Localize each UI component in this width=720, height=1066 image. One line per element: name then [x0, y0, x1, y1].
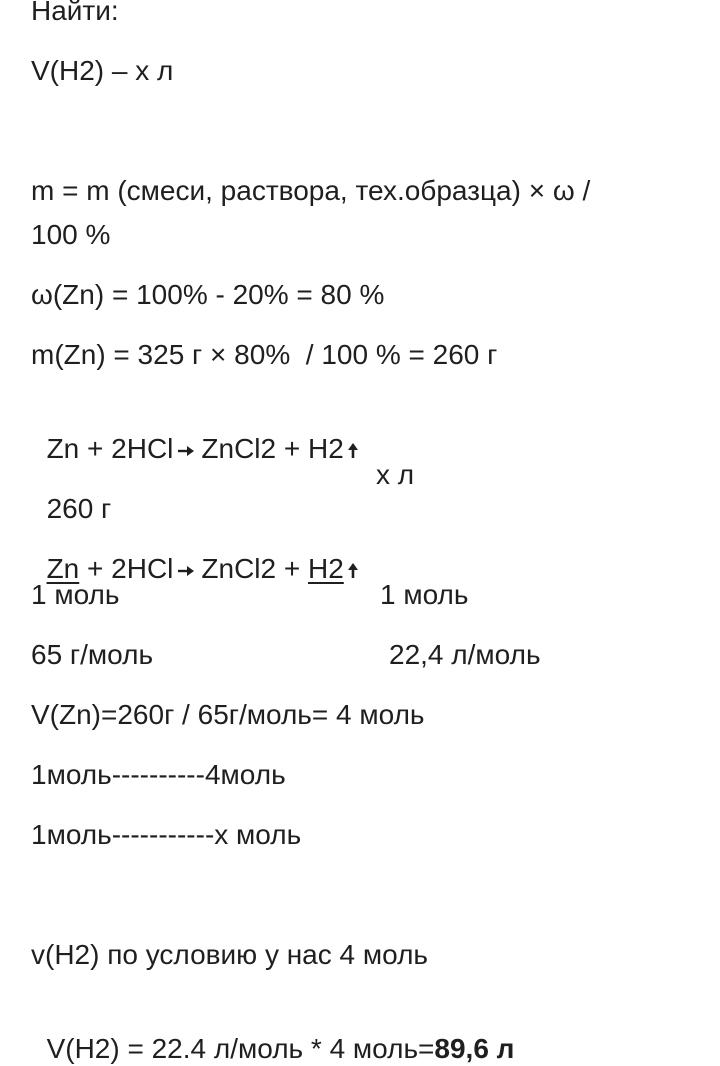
formula-line-2: 100 %: [31, 219, 111, 250]
h2-underlined: H2: [308, 553, 344, 584]
mol-left: 1 моль: [31, 579, 120, 610]
equation-reactants: Zn + 2HCl: [46, 433, 174, 464]
equation-2-products: ZnCl2 +: [201, 553, 309, 584]
proportion-line-1: 1моль----------4моль: [31, 759, 286, 790]
above-right-value: x л: [376, 459, 415, 490]
above-left-value: 260 г: [46, 493, 112, 524]
up-arrow-icon: [347, 563, 359, 579]
answer-prefix: V(H2) = 22.4 л/моль * 4 моль=: [46, 1033, 435, 1064]
up-arrow-icon: [347, 443, 359, 459]
condition-line: v(H2) по условию у нас 4 моль: [31, 939, 429, 970]
equation-line-2: [31, 518, 359, 586]
mass-zn-line: m(Zn) = 325 г × 80% / 100 % = 260 г: [31, 339, 498, 370]
right-arrow-icon: [177, 565, 195, 577]
v-zn-line: V(Zn)=260г / 65г/моль= 4 моль: [31, 699, 425, 730]
formula-line-1: m = m (смеси, раствора, тех.образца) × ω /: [31, 175, 591, 206]
answer-line: [31, 998, 514, 1066]
proportion-line-2: 1моль-----------х моль: [31, 819, 302, 850]
equation-line-1: [31, 398, 359, 466]
molar-left: 65 г/моль: [31, 639, 154, 670]
mol-right: 1 моль: [380, 579, 469, 610]
omega-zn-line: ω(Zn) = 100% - 20% = 80 %: [31, 279, 385, 310]
find-label: Найти:: [31, 0, 119, 26]
zn-underlined: Zn: [46, 553, 80, 584]
equation-2-reactants: + 2HCl: [79, 553, 174, 584]
above-values-line: [31, 458, 111, 526]
find-value: V(H2) – x л: [31, 55, 174, 86]
molar-right: 22,4 л/моль: [389, 639, 541, 670]
right-arrow-icon: [177, 445, 195, 457]
answer-value: 89,6 л: [434, 1033, 515, 1064]
equation-products: ZnCl2 + H2: [201, 433, 344, 464]
